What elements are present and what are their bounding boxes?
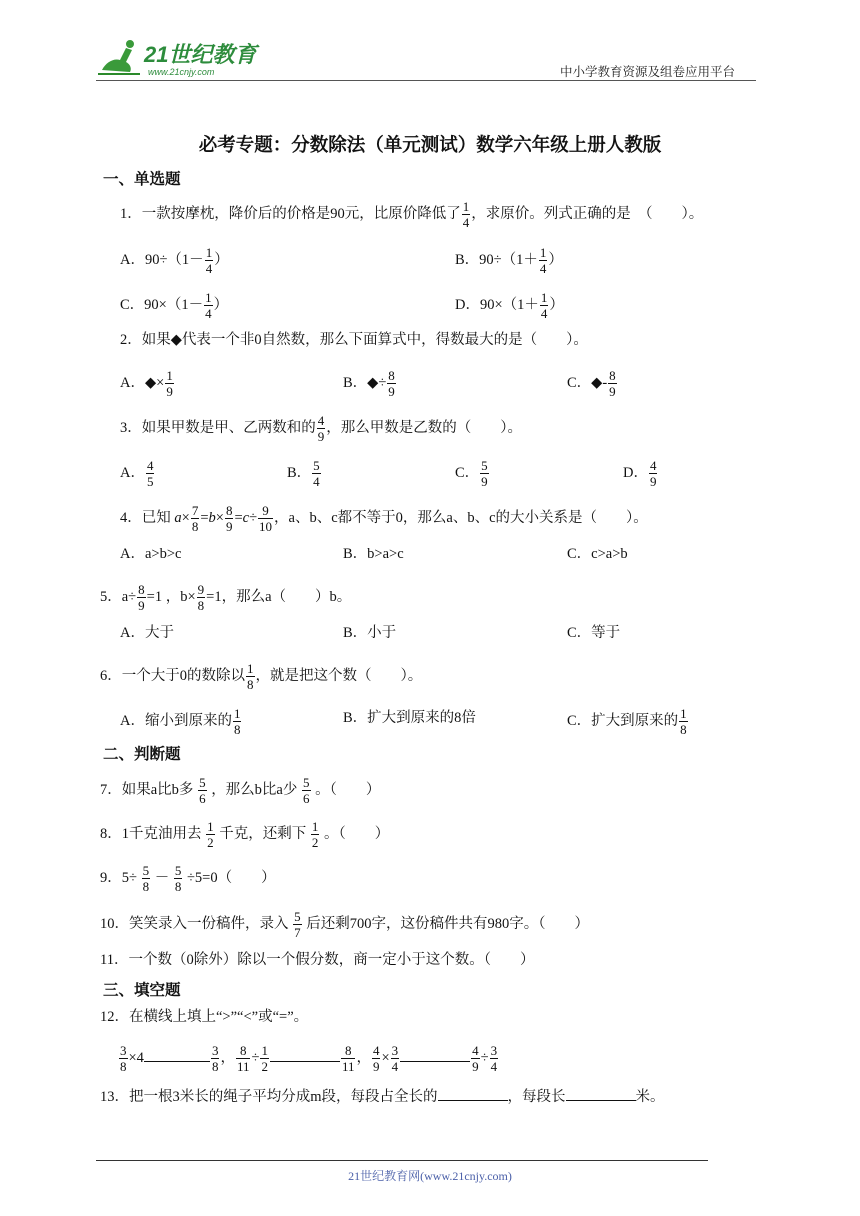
footer-text: 21世纪教育网(www.21cnjy.com): [348, 1169, 512, 1183]
question-3: 3．如果甲数是甲、乙两数和的 $\frac{4}{9}$ ，那么甲数是乙数的（ ）。: [120, 413, 522, 444]
q2-option-c[interactable]: C．◆- $\frac{8}{9}$: [567, 368, 616, 399]
question-2: 2．如果◆代表一个非0自然数，那么下面算式中，得数最大的是（ ）。: [120, 332, 588, 348]
question-10: 10．笑笑录入一份稿件，录入 $\frac{5}{7}$ 后还剩700字，这份稿件共有980字。（ ）: [100, 909, 589, 940]
q3-option-c[interactable]: C． $\frac{5}{9}$: [455, 458, 488, 489]
q3-option-a[interactable]: A． $\frac{4}{5}$: [120, 458, 154, 489]
svg-text:21世纪教育: 21世纪教育: [144, 42, 257, 67]
page-title: 必考专题：分数除法（单元测试）数学六年级上册人教版: [198, 134, 662, 155]
q1-option-d[interactable]: D．90×（1＋ $\frac{1}{4}$ ）: [455, 290, 564, 321]
q1-option-c[interactable]: C．90×（1－ $\frac{1}{4}$ ）: [120, 290, 229, 321]
q2-option-a[interactable]: A．◆× $\frac{1}{9}$: [120, 368, 173, 399]
answer-blank-2[interactable]: [270, 1047, 340, 1062]
question-6: 6．一个大于0的数除以 $\frac{1}{8}$ ，就是把这个数（ ）。: [100, 661, 423, 692]
section-heading-single-choice: 一、单选题: [103, 171, 181, 188]
q5-option-b[interactable]: B．小于: [343, 625, 397, 641]
answer-blank-4[interactable]: [438, 1086, 508, 1101]
question-4: 4．已知 a× $\frac{7}{8}$ =b× $\frac{8}{9}$ =c÷ $\frac{9}{10}$ ，a、b、c都不等于0，那么a、b、c的大小关系是（ ）。: [120, 503, 648, 534]
question-13: 13．把一根3米长的绳子平均分成m段，每段占全长的 ，每段长 米。: [100, 1086, 665, 1108]
answer-blank-3[interactable]: [400, 1047, 470, 1062]
q6-option-c[interactable]: C．扩大到原来的 $\frac{1}{8}$: [567, 706, 687, 737]
q4-option-c[interactable]: C．c>a>b: [567, 546, 628, 562]
footer-divider: [96, 1160, 708, 1161]
section-heading-fill-blank: 三、填空题: [103, 982, 181, 999]
site-logo: [96, 36, 266, 78]
section-heading-true-false: 二、判断题: [103, 746, 181, 763]
question-7: 7．如果a比b多 $\frac{5}{6}$ ，那么b比a少 $\frac{5}{6}$ 。（ ）: [100, 775, 381, 806]
q5-option-a[interactable]: A．大于: [120, 625, 174, 641]
answer-blank-5[interactable]: [566, 1086, 636, 1101]
question-11: 11．一个数（0除外）除以一个假分数，商一定小于这个数。（ ）: [100, 952, 535, 968]
q6-option-b[interactable]: B．扩大到原来的8倍: [343, 710, 476, 726]
q1-option-a[interactable]: A．90÷（1－ $\frac{1}{4}$ ）: [120, 245, 229, 276]
header-platform-text: 中小学教育资源及组卷应用平台: [560, 65, 736, 79]
header-divider: [96, 80, 756, 81]
question-12-expressions: $\frac{3}{8}$ ×4 $\frac{3}{8}$ ， $\frac{8}{11}$ ÷ $\frac{1}{2}$ $\frac{8}{11}$ ， $\frac{4}{9}$ × $\frac{3}{4}$ $\frac{4}{9}$ ÷ $\frac{3}{4}$: [120, 1043, 498, 1074]
question-9: 9．5÷ $\frac{5}{8}$ － $\frac{5}{8}$ ÷5=0（ ）: [100, 863, 276, 894]
q2-option-b[interactable]: B．◆÷ $\frac{8}{9}$: [343, 368, 395, 399]
q5-option-c[interactable]: C．等于: [567, 625, 621, 641]
q1-option-b[interactable]: B．90÷（1＋ $\frac{1}{4}$ ）: [455, 245, 563, 276]
fraction: $\frac{1}{4}$: [462, 199, 470, 230]
q6-option-a[interactable]: A．缩小到原来的 $\frac{1}{8}$: [120, 706, 241, 737]
q3-option-d[interactable]: D． $\frac{4}{9}$: [623, 458, 657, 489]
question-12: 12．在横线上填上“>”“<”或“=”。: [100, 1009, 309, 1025]
question-5: 5．a÷ $\frac{8}{9}$ =1 ，b× $\frac{9}{8}$ =1，那么a（ ）b。: [100, 582, 352, 613]
question-1: 1．一款按摩枕，降价后的价格是90元，比原价降低了 $\frac{1}{4}$ ，求原价。列式正确的是 （ ）。: [120, 199, 704, 230]
q4-option-a[interactable]: A．a>b>c: [120, 546, 182, 562]
svg-text:www.21cnjy.com: www.21cnjy.com: [148, 67, 215, 77]
answer-blank-1[interactable]: [144, 1047, 210, 1062]
question-8: 8．1千克油用去 $\frac{1}{2}$ 千克，还剩下 $\frac{1}{2}$ 。（ ）: [100, 819, 390, 850]
q3-option-b[interactable]: B． $\frac{5}{4}$: [287, 458, 320, 489]
q4-option-b[interactable]: B．b>a>c: [343, 546, 404, 562]
